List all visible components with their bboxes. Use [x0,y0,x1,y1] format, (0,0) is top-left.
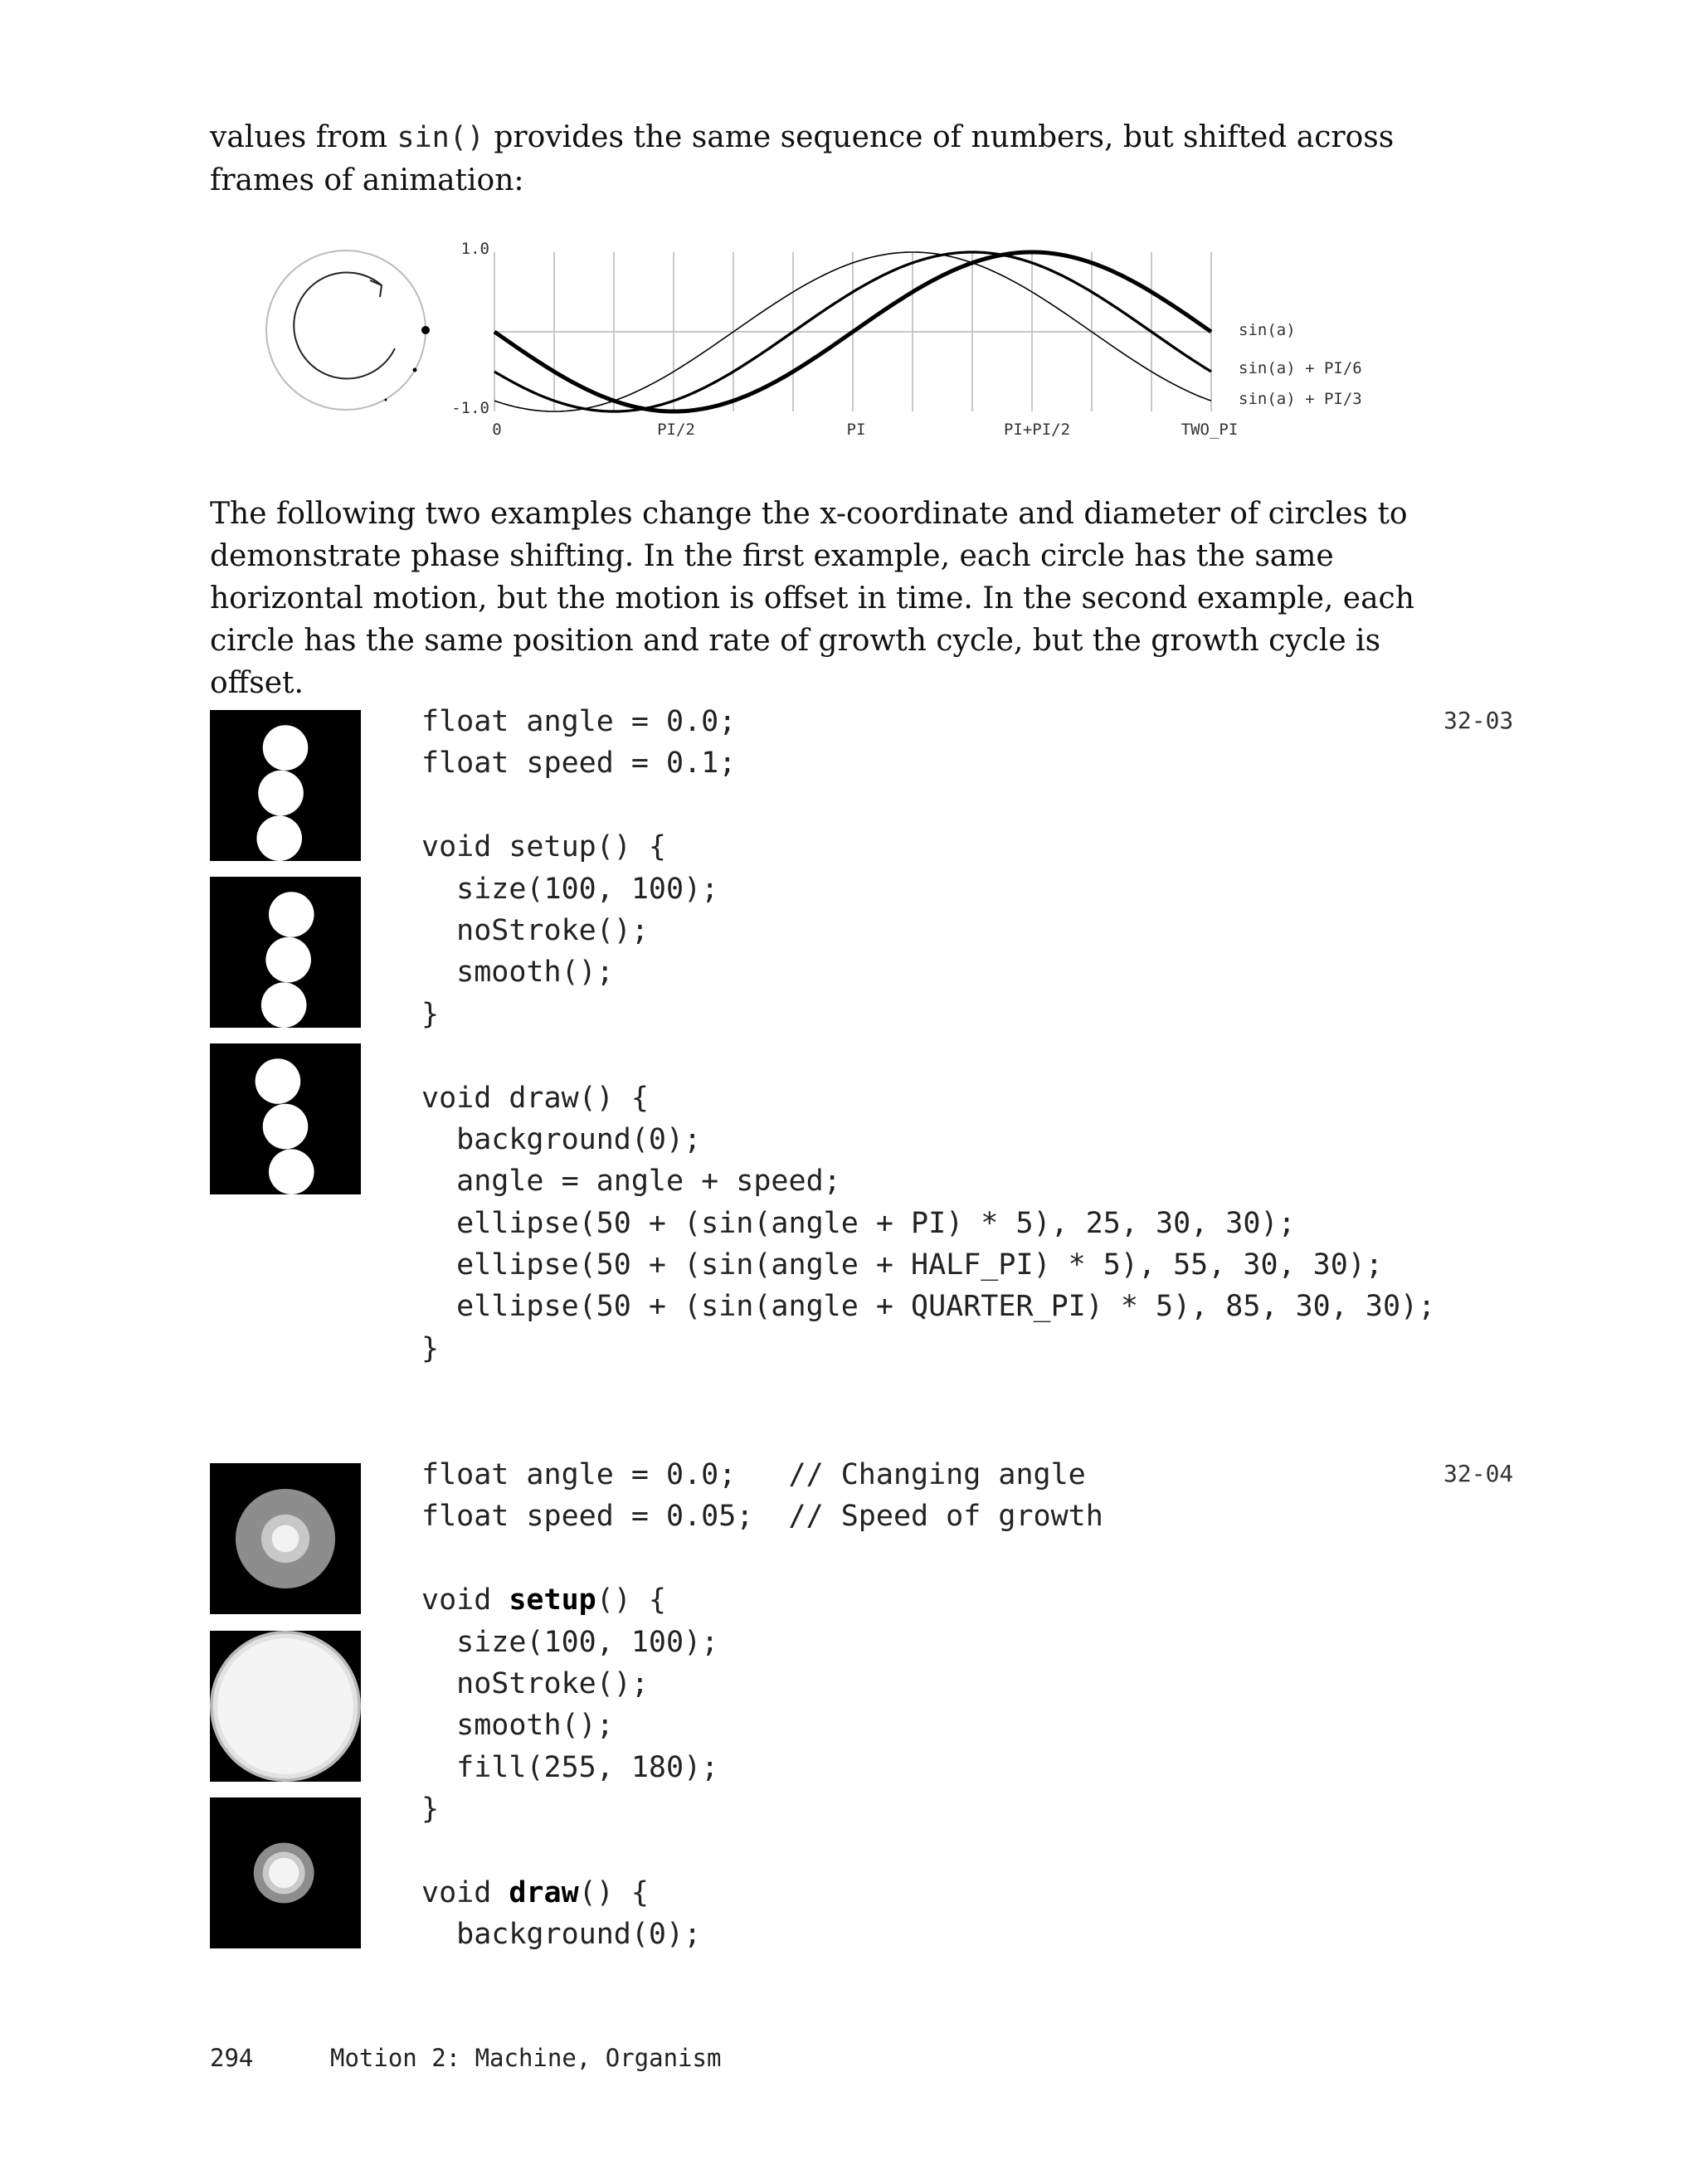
code-line: void draw() { [421,1081,649,1115]
legend-sin-pi-3: sin(a) + PI/3 [1239,390,1362,408]
legend-sin-pi-6: sin(a) + PI/6 [1239,359,1362,377]
code-line: noStroke(); [421,913,649,947]
x-label-pi-half: PI/2 [657,421,695,439]
example1-number: 32-03 [1443,707,1514,734]
code-line: angle = angle + speed; [421,1165,841,1199]
x-label-three-pi-half: PI+PI/2 [1003,421,1071,439]
example1-frame-1 [210,710,361,861]
code-token: () { [578,1875,649,1909]
code-line: noStroke(); [421,1666,649,1700]
sine-phase-figure [249,224,1410,451]
code-line: fill(255, 180); [421,1750,719,1784]
code-line: smooth(); [421,956,614,990]
body-paragraph: The following two examples change the x-coordinate and diameter of circles to demonstrate phase shifting. In the first example, each circle has the same horizontal motion, but the motion is offset in time. In the second example, each circle has the same position and rate of growth cycle, but the growth cycle is offset. [210,497,1414,700]
outer-circle [266,251,426,410]
sine-phase-svg [249,224,1410,448]
code-line: ellipse(50 + (sin(angle + PI) * 5), 25, 30, 30); [421,1206,1296,1240]
code-token: () { [596,1583,667,1617]
intro-paragraph [210,116,1438,202]
example1-frame-2 [210,877,361,1028]
rotation-circle-diagram [266,251,430,410]
code-line: background(0); [421,1122,702,1156]
code-token: void [421,1875,509,1909]
code-line: } [421,997,440,1031]
intro-text-start: values from [210,120,397,154]
example2-code [421,1454,1103,1956]
code-line [421,1831,1103,1872]
code-line: } [421,1331,440,1365]
code-line: float angle = 0.0; // Changing angle [421,1458,1086,1491]
code-line: float speed = 0.1; [421,747,737,781]
code-line: size(100, 100); [421,1625,719,1659]
chapter-title: Motion 2: Machine, Organism [330,2044,722,2072]
code-line [421,1538,1103,1579]
intro-inline-code: sin() [397,121,484,154]
example2-number: 32-04 [1443,1460,1514,1487]
x-label-pi: PI [846,421,866,439]
example1-code [421,701,1435,1369]
x-label-two-pi: TWO_PI [1181,421,1239,439]
code-line: float angle = 0.0; [421,705,737,738]
code-keyword-setup: setup [509,1583,596,1617]
code-line: void setup() { [421,830,667,864]
code-token: void [421,1583,509,1617]
code-line-draw [421,1872,1103,1914]
example2-frame-2 [210,1631,361,1782]
code-line: smooth(); [421,1709,614,1743]
y-min-label: -1.0 [451,399,489,417]
example1-frame-3 [210,1043,361,1194]
angle-point-3 [385,399,387,401]
code-line [421,785,1435,826]
angle-point-1 [421,326,430,334]
y-max-label: 1.0 [460,240,489,258]
example2-frame-3 [210,1797,361,1948]
example2-frame-1 [210,1463,361,1614]
rotation-arrow-arc [294,272,395,378]
intro-text-end: provides the same sequence of numbers, but shifted across frames of animation: [210,120,1395,197]
code-line: ellipse(50 + (sin(angle + QUARTER_PI) * 5), 85, 30, 30); [421,1290,1436,1324]
x-label-0: 0 [492,421,502,439]
code-line [421,1035,1435,1077]
code-line: size(100, 100); [421,872,719,906]
legend-sin: sin(a) [1239,321,1296,339]
code-line: float speed = 0.05; // Speed of growth [421,1500,1103,1534]
code-line: background(0); [421,1918,702,1952]
code-line: } [421,1792,440,1826]
code-keyword-draw: draw [509,1875,579,1909]
page-number: 294 [210,2044,254,2072]
angle-point-2 [413,368,417,372]
code-line-setup [421,1579,1103,1621]
code-line: ellipse(50 + (sin(angle + HALF_PI) * 5), 55, 30, 30); [421,1248,1383,1282]
